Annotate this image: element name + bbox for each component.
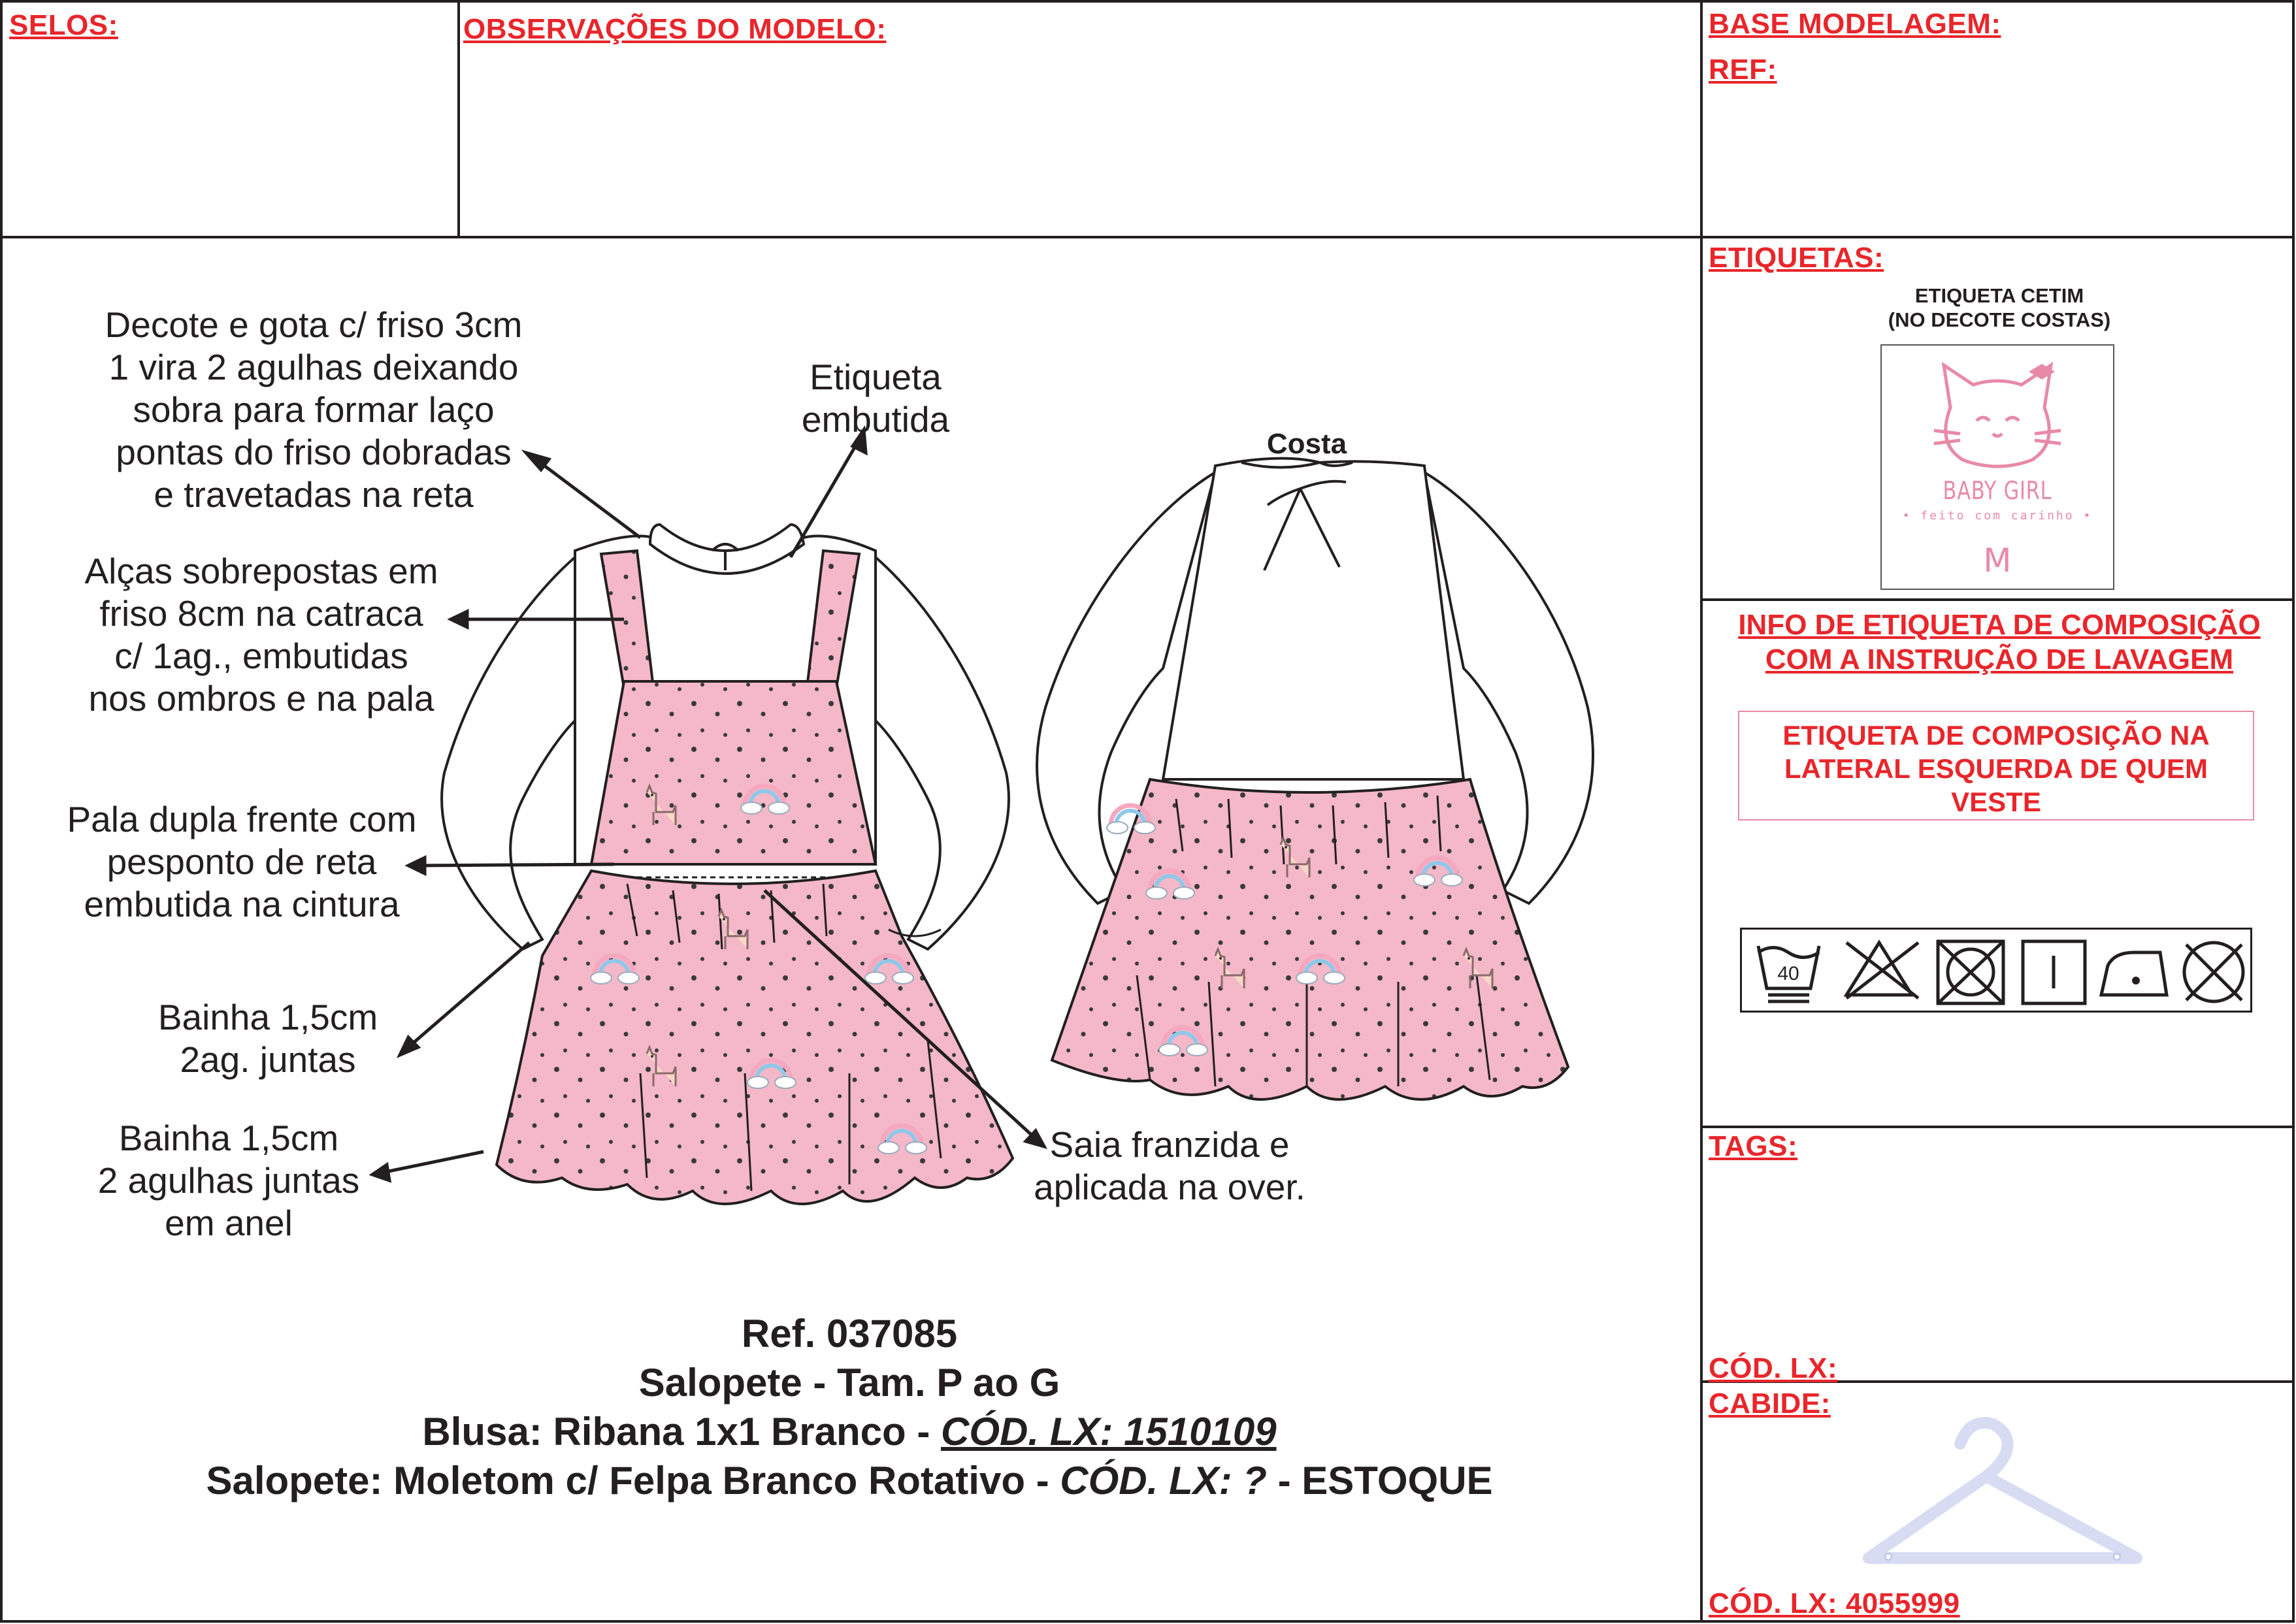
salopete-cod: CÓD. LX: ? (1060, 1459, 1267, 1502)
note-saia-line: Saia franzida e (1049, 1124, 1290, 1165)
note-bainha-2 (72, 1117, 385, 1244)
care-symbols (1740, 928, 2252, 1013)
blusa-label: Blusa: Ribana 1x1 Branco - (422, 1410, 941, 1453)
note-alcas (52, 550, 470, 720)
front-right-sleeve (876, 557, 1009, 949)
note-bainha-1 (144, 996, 392, 1081)
note-bainha-2-line: Bainha 1,5cm (118, 1118, 339, 1158)
no-bleach-icon (1846, 943, 1918, 998)
etiquetas-header: ETIQUETAS: (1709, 242, 1884, 274)
note-decote-line: pontas do friso dobradas (116, 432, 512, 472)
note-alcas-line: Alças sobrepostas em (84, 551, 438, 591)
tags-header: TAGS: (1709, 1130, 1798, 1162)
costa-label: Costa (1266, 428, 1347, 460)
note-bainha-2-line: 2 agulhas juntas (97, 1160, 360, 1201)
note-decote-line: sobra para formar laço (133, 389, 495, 430)
note-bainha-1-line: 2ag. juntas (180, 1039, 356, 1080)
note-alcas-line: c/ 1ag., embutidas (114, 636, 408, 676)
product-name: Salopete - Tam. P ao G (638, 1361, 1060, 1405)
label-tagline: • feito com carinho • (1902, 509, 2093, 523)
note-pala (39, 798, 444, 926)
note-decote-line: 1 vira 2 agulhas deixando (108, 347, 519, 387)
note-etiqueta-line: embutida (801, 399, 950, 440)
cabide-cod-lx: CÓD. LX: 4055999 (1709, 1587, 1960, 1619)
note-alcas-line: friso 8cm na catraca (99, 593, 423, 634)
cabide-header: CABIDE: (1709, 1388, 1831, 1420)
composition-box-line: ETIQUETA DE COMPOSIÇÃO NA (1782, 720, 2210, 751)
tags-cod-lx: CÓD. LX: (1709, 1352, 1838, 1384)
composition-info-line: COM A INSTRUÇÃO DE LAVAGEM (1765, 643, 2234, 675)
back-skirt (1052, 779, 1568, 1099)
note-decote (52, 304, 575, 516)
base-modelagem-header: BASE MODELAGEM: (1709, 8, 2001, 40)
no-dry-clean-icon (2184, 943, 2243, 1001)
note-pala-line: Pala dupla frente com (67, 799, 417, 839)
care-symbols-svg (1742, 930, 2254, 1015)
salopete-suffix: - ESTOQUE (1266, 1459, 1493, 1502)
no-tumble-dry-icon (1938, 941, 2003, 1003)
label-title-line: ETIQUETA CETIM (1914, 284, 2084, 307)
note-etiqueta-line: Etiqueta (810, 357, 942, 397)
note-decote-line: e travetadas na reta (154, 474, 474, 515)
note-saia (1019, 1124, 1320, 1209)
composition-box-line: VESTE (1951, 787, 2041, 817)
observacoes-header: OBSERVAÇÕES DO MODELO: (463, 13, 887, 45)
line-dry-icon (2023, 941, 2085, 1003)
composition-box (1738, 711, 2254, 820)
composition-box-line: LATERAL ESQUERDA DE QUEM (1784, 753, 2208, 784)
satin-label-box (1880, 344, 2114, 590)
iron-low-icon (2101, 952, 2167, 995)
hanger-icon (1849, 1405, 2163, 1574)
salopete-label: Salopete: Moletom c/ Felpa Branco Rotativo - (206, 1459, 1060, 1502)
note-bainha-2-line: em anel (165, 1203, 293, 1243)
ref-number: Ref. 037085 (741, 1312, 958, 1356)
note-pala-line: embutida na cintura (84, 884, 400, 924)
note-saia-line: aplicada na over. (1034, 1167, 1305, 1207)
note-etiqueta-embutida (771, 356, 980, 441)
label-brand: BABY GIRL (1943, 476, 2052, 505)
composition-info (1705, 608, 2293, 677)
front-bib (591, 681, 876, 864)
note-bainha-1-line: Bainha 1,5cm (157, 997, 378, 1037)
blusa-cod: CÓD. LX: 1510109 (941, 1410, 1277, 1453)
label-title-line: (NO DECOTE COSTAS) (1888, 308, 2111, 331)
note-decote-line: Decote e gota c/ friso 3cm (105, 304, 523, 345)
wash-temp: 40 (1777, 963, 1799, 984)
note-alcas-line: nos ombros e na pala (88, 678, 435, 719)
label-title (1856, 284, 2143, 332)
note-pala-line: pesponto de reta (107, 841, 377, 882)
composition-info-line: INFO DE ETIQUETA DE COMPOSIÇÃO (1738, 609, 2261, 641)
blusa-line (46, 1408, 1653, 1456)
kitten-logo-icon (1882, 346, 2113, 476)
back-blouse-body (1163, 459, 1464, 779)
selos-header: SELOS: (9, 9, 118, 41)
label-size: M (1983, 542, 2012, 579)
salopete-line (46, 1457, 1653, 1505)
ref-header: REF: (1709, 54, 1777, 86)
